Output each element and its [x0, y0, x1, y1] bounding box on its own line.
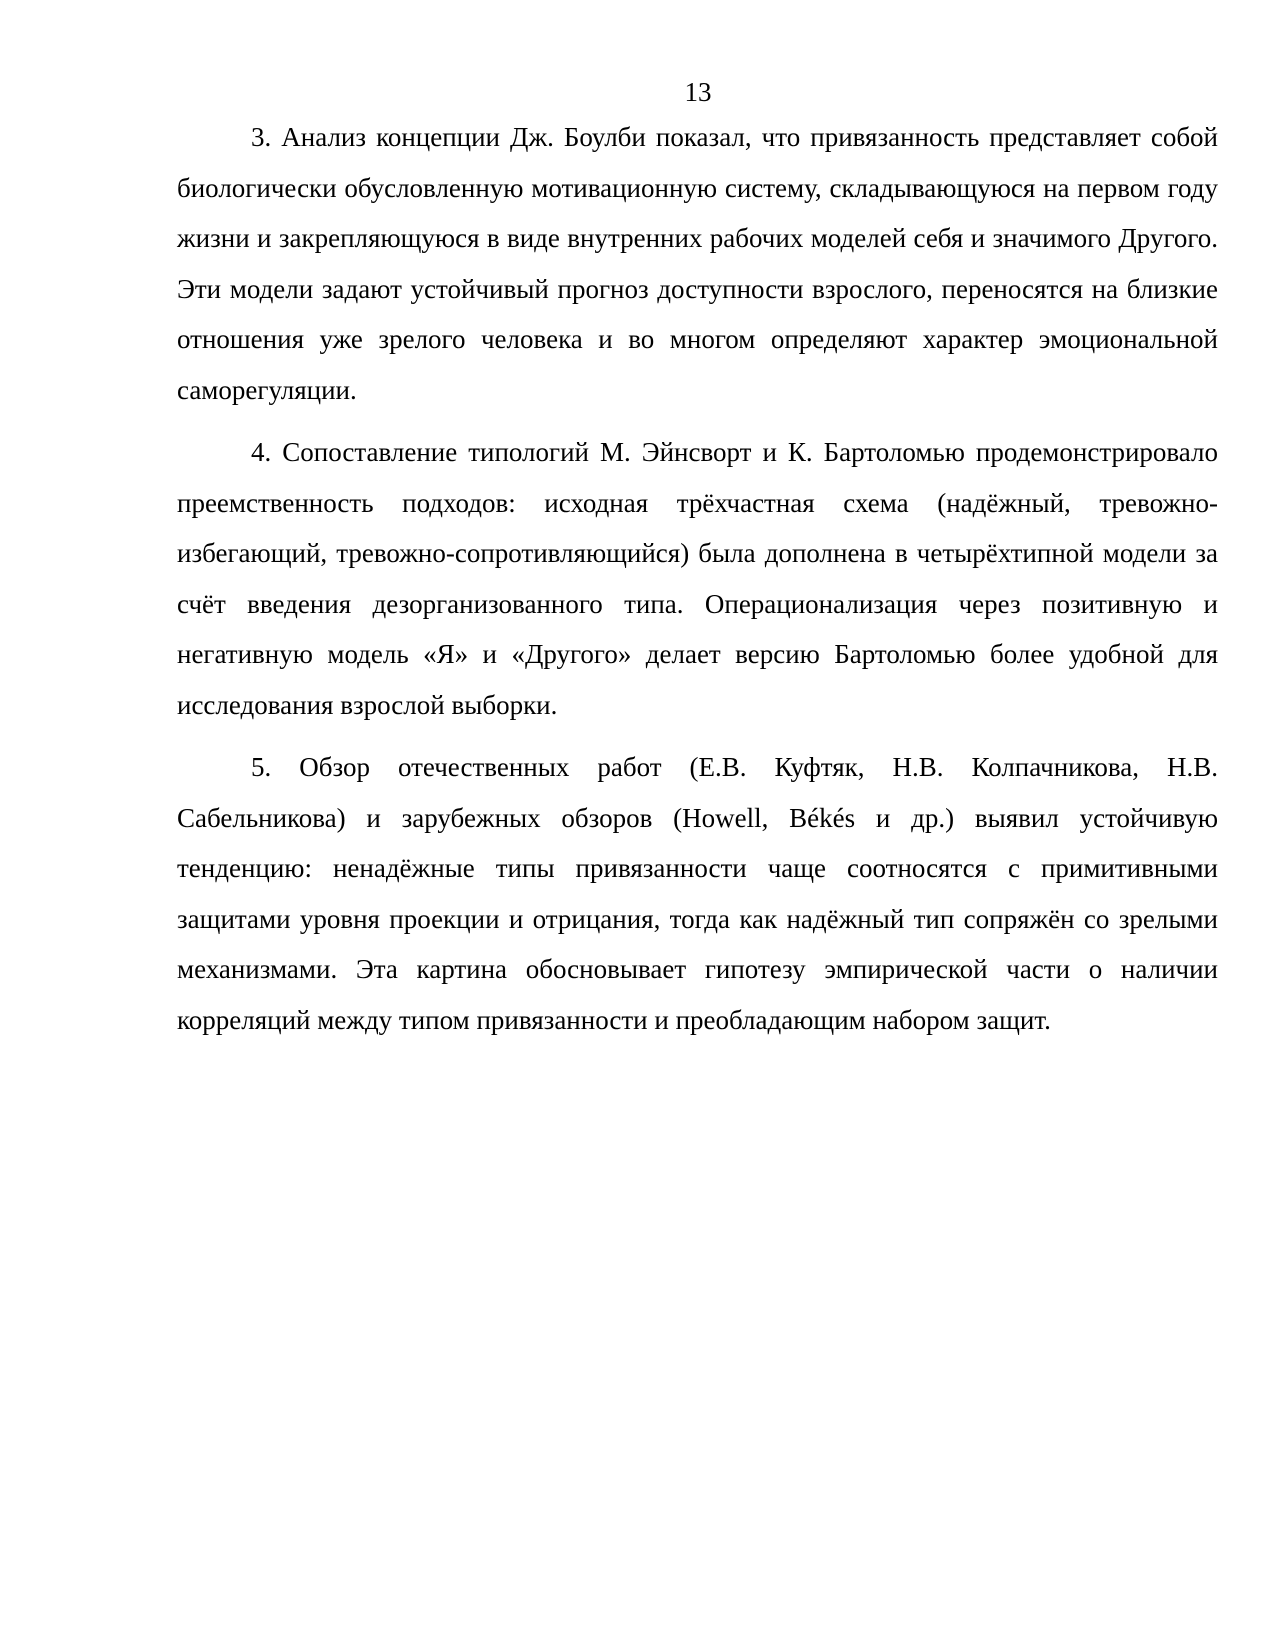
body-text — [177, 112, 1218, 1057]
paragraph-conclusion-4: 4. Сопоставление типологий М. Эйнсворт и К. Бартоломью продемонстрировало преемственность подходов: исходная трёхчастная схема (надёжный, тревожно-избегающий, тревожно-сопротивляющийся) была дополнена в четырёхтипной модели за счёт введения дезорганизованного типа. Операционализация через позитивную и негативную модель «Я» и «Другого» делает версию Бартоломью более удобной для исследования взрослой выборки. — [177, 437, 1218, 720]
paragraph-conclusion-3: 3. Анализ концепции Дж. Боулби показал, что привязанность представляет собой биологически обусловленную мотивационную систему, складывающуюся на первом году жизни и закрепляющуюся в виде внутренних рабочих моделей себя и значимого Другого. Эти модели задают устойчивый прогноз доступности взрослого, переносятся на близкие отношения уже зрелого человека и во многом определяют характер эмоциональной саморегуляции. — [177, 122, 1218, 405]
paragraph-conclusion-5: 5. Обзор отечественных работ (Е.В. Куфтяк, Н.В. Колпачникова, Н.В. Сабельникова) и зарубежных обзоров (Howell, Békés и др.) выявил устойчивую тенденцию: ненадёжные типы привязанности чаще соотносятся с примитивными защитами уровня проекции и отрицания, тогда как надёжный тип сопряжён со зрелыми механизмами. Эта картина обосновывает гипотезу эмпирической части о наличии корреляций между типом привязанности и преобладающим набором защит. — [177, 752, 1218, 1035]
page-number: 13 — [684, 77, 712, 107]
